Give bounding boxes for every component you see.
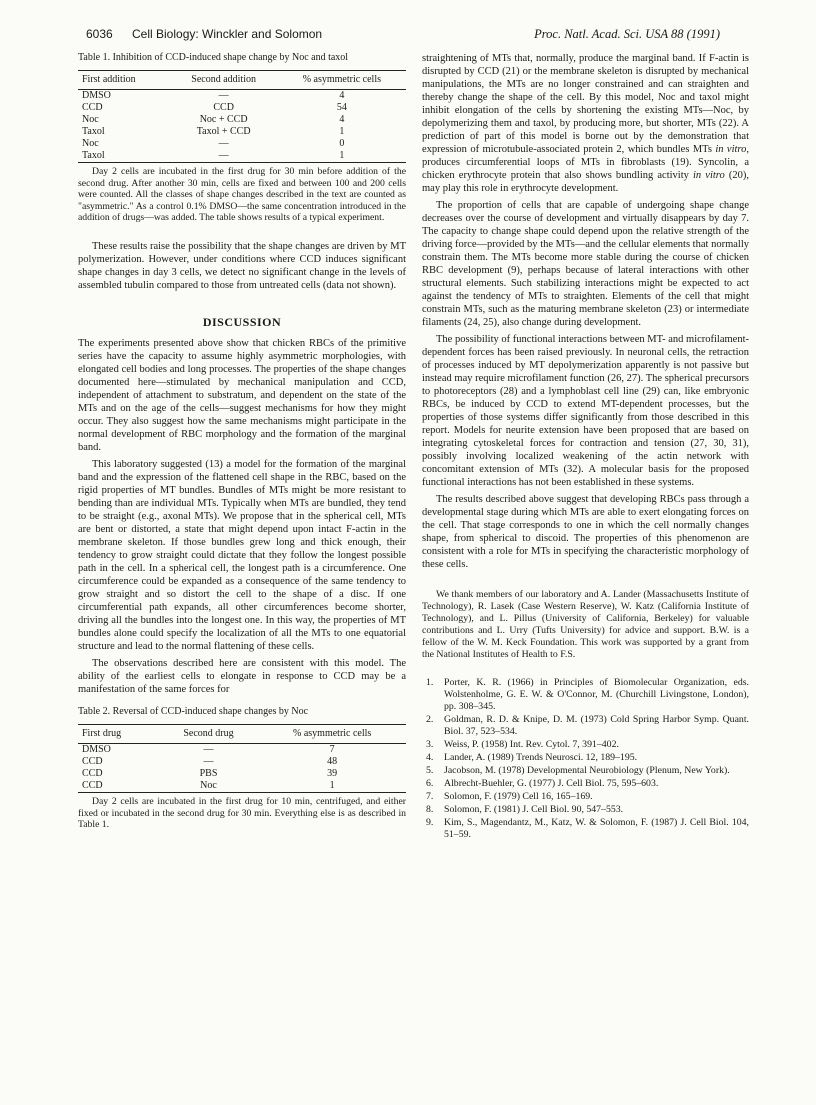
table-row: [78, 126, 406, 138]
table-cell: Noc + CCD: [199, 114, 248, 125]
table-row: [78, 743, 406, 756]
reference-number: 2.: [426, 714, 434, 725]
reference-text: Weiss, P. (1958) Int. Rev. Cytol. 7, 391–402.: [444, 739, 619, 750]
table-row: [78, 780, 406, 793]
italic-text: in vitro: [693, 170, 725, 181]
body-paragraph: These results raise the possibility that the shape changes are driven by MT polymerization. However, under conditions where CCD induces significant shape changes in day 3 cells, we detect no significant change in the levels of assembled tubulin compared to those from untreated cells (data not shown).: [78, 240, 406, 291]
table-row: [78, 768, 406, 780]
table2-footnote: Day 2 cells are incubated in the first drug for 10 min, centrifuged, and either fixed or incubated in the second drug for 30 min. Everything else is as described in Table 1.: [78, 795, 406, 831]
text-run: , produces circumferential loops of MTs in fibroblasts (19). Syncolin, a chicken erythrocyte protein that also shows bundling activity: [422, 144, 749, 181]
table-cell: 1: [258, 780, 406, 793]
table-cell: DMSO: [82, 743, 111, 755]
table-cell: Taxol + CCD: [196, 126, 251, 137]
reference-text: Jacobson, M. (1978) Developmental Neurobiology (Plenum, New York).: [444, 765, 730, 776]
reference-text: Lander, A. (1989) Trends Neurosci. 12, 189–195.: [444, 752, 638, 763]
table-cell: 39: [327, 767, 338, 779]
body-paragraph: [422, 52, 749, 195]
table-cell: CCD: [82, 755, 103, 767]
reference-number: 6.: [426, 778, 434, 789]
table-row: [78, 90, 406, 103]
italic-text: in vitro: [715, 144, 747, 155]
body-paragraph: The possibility of functional interactions between MT- and microfilament-dependent forces has been raised previously. In neuronal cells, the retraction of processes induced by MT depolymerization apparently is not passive but instead may require microfilament function (26, 27). The spherical precursors to photoreceptors (28) and a lymphoblast cell line (29) can, like embryonic RBCs, be induced by CCD to extend MT-dependent processes, but the properties of those systems differ significantly from those described in this report. Models for neurite extension have been proposed that are based on integrating cytoskeletal forces for contraction and tension (27, 30, 31), possibly involving localized weakening of the actin network with concomitant extension of MTs (32). A molecular basis for the proposed functional interactions has not been established in these systems.: [422, 334, 749, 488]
table-cell: —: [218, 90, 229, 101]
table-cell: Noc: [82, 114, 99, 125]
table1-header: First addition: [78, 71, 170, 90]
reference-item: [422, 791, 749, 803]
page-number: 6036: [86, 27, 113, 41]
reference-list: [422, 677, 749, 841]
table-cell: —: [203, 743, 214, 755]
acknowledgments: We thank members of our laboratory and A. Lander (Massachusetts Institute of Technology), R. Lasek (Case Western Reserve), W. Katz (California Institute of Technology), and L. Pillus (University of California, Berkeley) for valuable contributions and L. Urry (Tufts University) for advice and support. B.W. is a fellow of the W. M. Keck Foundation. This work was supported by a grant from the National Institutes of Health to F.S.: [422, 589, 749, 660]
text-run: (20), may play this role in erythrocyte development.: [422, 170, 750, 194]
reference-number: 1.: [426, 677, 434, 688]
reference-text: Solomon, F. (1979) Cell 16, 165–169.: [444, 791, 593, 802]
reference-item: [422, 677, 749, 713]
table1-header-row: [78, 71, 406, 90]
reference-number: 3.: [426, 739, 434, 750]
table-cell: 7: [329, 743, 335, 755]
reference-item: [422, 714, 749, 738]
table-row: [78, 756, 406, 768]
table2-header-row: [78, 724, 406, 743]
table-cell: Noc: [82, 138, 99, 149]
reference-text: Goldman, R. D. & Knipe, D. M. (1973) Cold Spring Harbor Symp. Quant. Biol. 37, 523–534.: [444, 714, 749, 737]
text-run: straightening of MTs that, normally, produce the marginal band. If F-actin is disrupted by CCD (21) or the membrane skeleton is disrupted by mechanical manipulations, the MTs are no longer constrained and can straighten and thereby change the shape of the cell. By this model, Noc and taxol might inhibit elongation of the cells by shortening the existing MTs—Noc, by depolymerizing them and taxol, by producing more, but shorter, MTs (22). A prediction of part of this model is borne out by the demonstration that expression of microtubule-associated protein 2, which bundles MTs: [422, 53, 749, 155]
table2-header: Second drug: [159, 724, 259, 743]
table-cell: —: [170, 150, 278, 163]
table-row: [78, 114, 406, 126]
table2-caption: Table 2. Reversal of CCD-induced shape changes by Noc: [78, 705, 309, 717]
reference-item: [422, 817, 749, 841]
body-paragraph: The results described above suggest that developing RBCs pass through a developmental stage during which MTs are able to exert elongating forces on the cell. That stage corresponds to one in which the cell normally changes shape, from spherical to discoid. The properties of this phenomenon are consistent with a role for MTs in specifying the characteristic morphology of these cells.: [422, 494, 749, 570]
reference-text: Solomon, F. (1981) J. Cell Biol. 90, 547–553.: [444, 804, 624, 815]
reference-number: 5.: [426, 765, 434, 776]
reference-item: [422, 765, 749, 777]
reference-text: Porter, K. R. (1966) in Principles of Biomolecular Organization, eds. Wolstenholme, G. E. W. & O'Connor, M. (Churchill Livingstone, London), pp. 308–345.: [444, 677, 749, 712]
table-cell: PBS: [199, 767, 218, 779]
table-cell: 4: [339, 90, 345, 101]
reference-text: Kim, S., Magendantz, M., Katz, W. & Solomon, F. (1987) J. Cell Biol. 104, 51–59.: [444, 817, 749, 840]
body-paragraph: The proportion of cells that are capable of undergoing shape change decreases over the course of development and virtually disappears by day 7. The capacity to change shape could depend upon the relative strength of the driving force—provided by the MTs—and the cellular elements that normally constrain them. The MTs become more stable during the course of chicken RBC development (9), perhaps because of lateral interactions with other structural elements. Such stabilizing interactions might be expected to act against the tendency of MTs to straighten. Elements of the cell that might constrain MTs, such as the maturing membrane skeleton (23) or intermediate filaments (24, 25), also change during development.: [422, 200, 749, 328]
reference-item: [422, 739, 749, 751]
reference-text: Albrecht-Buehler, G. (1977) J. Cell Biol. 75, 595–603.: [444, 778, 659, 789]
reference-item: [422, 804, 749, 816]
left-column: [78, 52, 406, 831]
reference-item: [422, 752, 749, 764]
reference-number: 9.: [426, 817, 434, 828]
table-row: [78, 138, 406, 150]
table-cell: 4: [339, 114, 345, 125]
section-title: Cell Biology: Winckler and Solomon: [132, 27, 323, 41]
table1-caption: Table 1. Inhibition of CCD-induced shape change by Noc and taxol: [78, 52, 349, 63]
discussion-heading: DISCUSSION: [202, 314, 282, 329]
reference-number: 4.: [426, 752, 434, 763]
body-paragraph: This laboratory suggested (13) a model for the formation of the marginal band and the expression of the flattened cell shape in the RBC, based on the rigid properties of MT bundles. Bundles of MTs might be more resistant to bending than are individual MTs. Typically when MTs are bundled, they tend to be straight (e.g., axonal MTs). We propose that in the spherical cell, MTs are bent or distorted, a state that might depend upon intact F-actin in the membrane skeleton. If those bundles grew long and thick enough, their tendency to grow straight could dictate that they follow the longest possible path in the cell. In a spherical cell, the longest path is a circumference. One circumference could be expanded as a consequence of the same tendency to grow straight and so distort the cell to the shape of a disc. If one circumferential path expands, all other circumferences become shorter, driving all the bundles into the longest one. In this way, the properties of MT bundles alone could specify the localization of all the MTs to one equatorial structure and lead to the normal flattening of these cells.: [78, 458, 406, 652]
table-cell: Taxol: [82, 126, 105, 137]
table-cell: 0: [339, 138, 345, 149]
journal-citation: Proc. Natl. Acad. Sci. USA 88 (1991): [534, 27, 720, 41]
table-cell: DMSO: [82, 90, 111, 101]
reference-number: 8.: [426, 804, 434, 815]
right-column: [422, 52, 749, 842]
table-cell: 54: [336, 102, 347, 113]
table-cell: CCD: [82, 102, 103, 113]
table-cell: 1: [278, 150, 406, 163]
table1: [78, 70, 406, 163]
table-cell: 1: [339, 126, 345, 137]
body-paragraph: The experiments presented above show that chicken RBCs of the primitive series have the capacity to assume highly asymmetric morphologies, with elongated cell bodies and long processes. The properties of the shape changes documented here—stimulated by mechanical manipulation and CCD, independent of attachment to substratum, and dependent on the state of the MTs and on the age of the cells—suggest mechanisms for how they might occur. They also suggest how the same mechanisms might participate in the normal development of RBC morphology and the formation of the marginal band.: [78, 337, 406, 453]
page-header: [86, 27, 720, 47]
table-row: [78, 102, 406, 114]
reference-number: 7.: [426, 791, 434, 802]
table1-header: % asymmetric cells: [278, 71, 406, 90]
table-cell: —: [218, 138, 229, 149]
table-row: [78, 150, 406, 163]
table2-header: % asymmetric cells: [258, 724, 406, 743]
table-cell: CCD: [82, 767, 103, 779]
reference-item: [422, 778, 749, 790]
table2-header: First drug: [78, 724, 159, 743]
table2: [78, 724, 406, 793]
table-cell: Noc: [159, 780, 259, 793]
table-cell: —: [203, 755, 214, 767]
table-cell: Taxol: [78, 150, 170, 163]
body-paragraph: The observations described here are consistent with this model. The ability of the earliest cells to elongate in response to CCD may be a manifestation of the same forces for: [78, 657, 406, 695]
table1-header: Second addition: [170, 71, 278, 90]
table-cell: CCD: [213, 102, 234, 113]
table-cell: CCD: [78, 780, 159, 793]
table1-footnote: Day 2 cells are incubated in the first drug for 30 min before addition of the second drug. After another 30 min, cells are fixed and between 100 and 200 cells were counted. All the classes of shape changes described in the text are counted as "asymmetric." As a control 0.1% DMSO—the same concentration introduced in the addition of drugs—was added. The table shows results of a typical experiment.: [78, 166, 406, 224]
table-cell: 48: [327, 755, 338, 767]
